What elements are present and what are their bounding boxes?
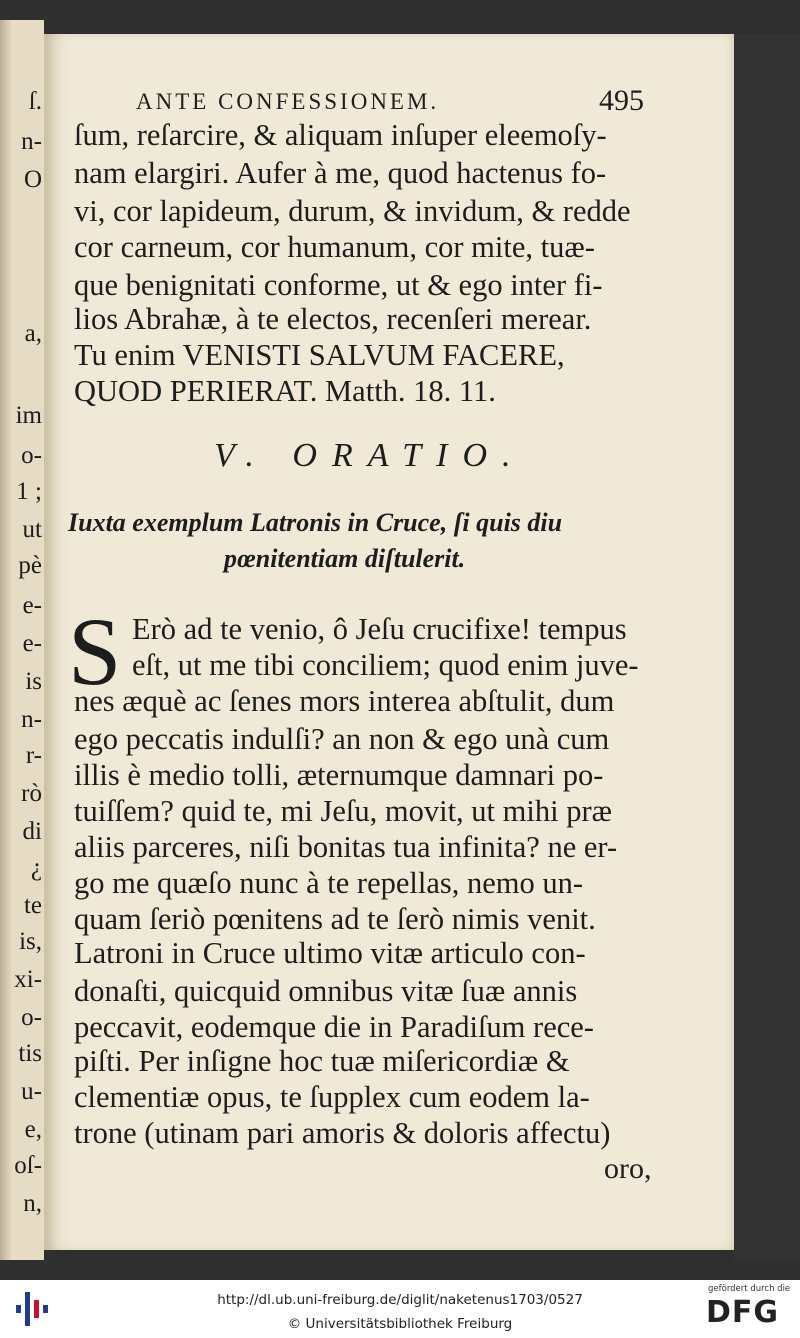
previous-page-edge (0, 20, 44, 1260)
prev-line: n- (21, 128, 42, 155)
prev-line: a, (24, 320, 42, 347)
dfg-caption: gefördert durch die (708, 1284, 791, 1294)
text-line: aliis parceres, niſi bonitas tua infinita? ne er- (74, 830, 618, 864)
text-line: Erò ad te venio, ô Jeſu crucifixe! tempus (132, 612, 627, 646)
prev-line: di (22, 818, 42, 845)
scan-background (734, 34, 800, 1260)
prev-line: im (15, 402, 42, 429)
document-url[interactable]: http://dl.ub.uni-freiburg.de/diglit/naketenus1703/0527 (217, 1292, 583, 1308)
page-gutter-shadow (0, 20, 12, 1260)
text-line: QUOD PERIERAT. Matth. 18. 11. (74, 374, 496, 408)
prev-line: O (23, 166, 42, 193)
prev-line: tis (18, 1040, 42, 1067)
copyright-notice: © Universitätsbibliothek Freiburg (287, 1316, 513, 1332)
prev-line: oſ- (14, 1152, 42, 1179)
section-title: V. ORATIO. (214, 437, 526, 474)
catchword: oro, (604, 1152, 652, 1185)
text-line: nam elargiri. Aufer à me, quod hactenus fo- (74, 156, 607, 190)
page-fold-shadow (44, 34, 52, 1250)
text-line: vi, cor lapideum, durum, & invidum, & redde (74, 194, 631, 228)
text-line: Latroni in Cruce ultimo vitæ articulo con- (74, 936, 586, 970)
text-line: clementiæ opus, te ſupplex cum eodem la- (74, 1080, 590, 1114)
footer-bar (0, 1280, 800, 1338)
drop-cap: S (68, 598, 122, 705)
prev-line: 1 ; (16, 478, 42, 505)
prev-line: rò (21, 780, 42, 807)
text-line: eſt, ut me tibi conciliem; quod enim juve- (132, 648, 639, 682)
page-number: 495 (599, 84, 644, 117)
text-line: go me quæſo nunc à te repellas, nemo un- (74, 866, 584, 900)
text-line: nes æquè ac ſenes mors interea abſtulit, dum (74, 684, 615, 718)
prev-line: pè (18, 552, 42, 579)
prev-line: u- (21, 1078, 42, 1105)
text-line: piſti. Per inſigne hoc tuæ miſericordiæ & (74, 1044, 570, 1078)
prev-line: ſ. (28, 88, 42, 115)
prev-line: ut (22, 516, 42, 543)
text-line: illis è medio tolli, æternumque damnari po- (74, 758, 604, 792)
prev-line: xi- (14, 966, 42, 993)
text-line: peccavit, eodemque die in Paradiſum rece- (74, 1010, 594, 1044)
prev-line: is, (19, 928, 42, 955)
prev-line: n- (21, 706, 42, 733)
text-line: ſum, reſarcire, & aliquam inſuper eleemoſy- (74, 118, 607, 152)
prev-line: e- (22, 630, 42, 657)
prev-line: te (23, 892, 42, 919)
book-page (44, 34, 734, 1250)
running-head: ANTE CONFESSIONEM. (136, 89, 440, 114)
text-line: cor carneum, cor humanum, cor mite, tuæ- (74, 230, 595, 264)
prev-line: o- (21, 1004, 42, 1031)
prev-line: ¿ (30, 854, 42, 881)
text-line: lios Abrahæ, à te electos, recenſeri merear. (74, 302, 592, 336)
text-line: ego peccatis indulſi? an non & ego unà cum (74, 722, 610, 756)
text-line: donaſti, quicquid omnibus vitæ ſuæ annis (74, 974, 578, 1008)
prev-line: e- (22, 592, 42, 619)
dfg-logo: DFG (706, 1295, 780, 1330)
text-line: Tu enim VENISTI SALVUM FACERE, (74, 338, 565, 372)
text-line: tuiſſem? quid te, mi Jeſu, movit, ut mihi præ (74, 794, 612, 828)
prev-line: is (25, 668, 42, 695)
text-line: quam ſeriò pœnitens ad te ſerò nimis venit. (74, 902, 596, 936)
prev-line: o- (21, 442, 42, 469)
prev-line: r- (25, 742, 42, 769)
prev-line: e, (24, 1116, 42, 1143)
prev-line: n, (23, 1190, 42, 1217)
text-line: trone (utinam pari amoris & doloris affectu) (74, 1116, 611, 1150)
subtitle-line: pœnitentiam diſtulerit. (224, 544, 466, 573)
text-line: que benignitati conforme, ut & ego inter fi- (74, 268, 603, 302)
subtitle-line: Iuxta exemplum Latronis in Cruce, ſi quis diu (68, 508, 563, 537)
